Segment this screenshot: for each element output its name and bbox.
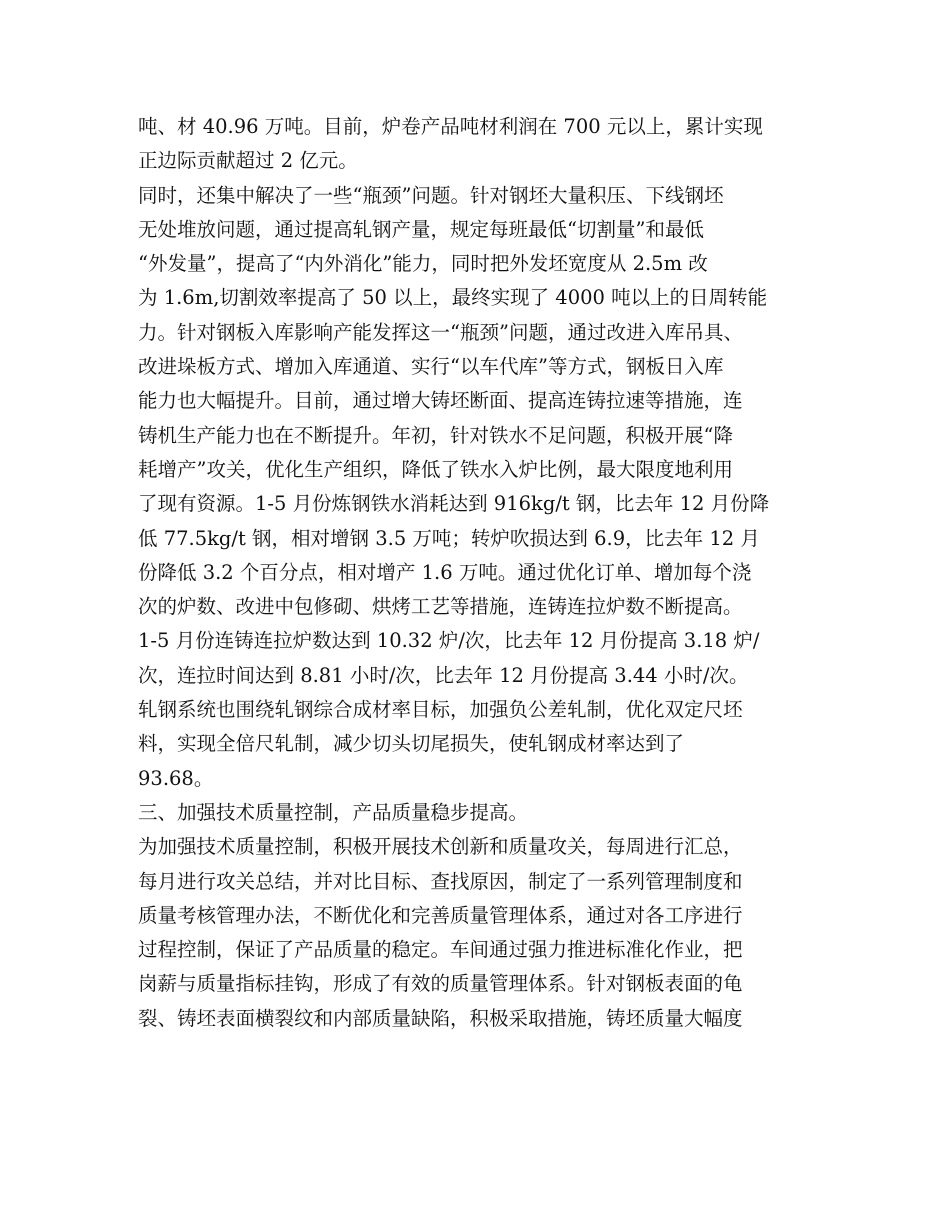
text-line: 力。针对钢板入库影响产能发挥这一“瓶颈”问题，通过改进入库吊具、 xyxy=(138,320,743,344)
text-line: 料，实现全倍尺轧制，减少切头切尾损失，使轧钢成材率达到了 xyxy=(138,732,685,756)
document-body xyxy=(138,110,816,1036)
text-line: 裂、铸坯表面横裂纹和内部质量缺陷，积极采取措施，铸坯质量大幅度 xyxy=(138,1006,743,1030)
text-line: 了现有资源。1-5 月份炼钢铁水消耗达到 916kg/t 钢，比去年 12 月份降 xyxy=(138,492,770,516)
text-line: 每月进行攻关总结，并对比目标、查找原因，制定了一系列管理制度和 xyxy=(138,869,743,893)
text-line: 1-5 月份连铸连拉炉数达到 10.32 炉/次，比去年 12 月份提高 3.18 炉/ xyxy=(138,629,760,653)
text-line: “外发量”，提高了“内外消化”能力，同时把外发坯宽度从 2.5m 改 xyxy=(138,252,708,276)
text-line: 耗增产”攻关，优化生产组织，降低了铁水入炉比例，最大限度地利用 xyxy=(138,457,733,481)
text-line: 低 77.5kg/t 钢，相对增钢 3.5 万吨；转炉吹损达到 6.9，比去年 12 月 xyxy=(138,526,760,550)
section-heading: 三、加强技术质量控制，产品质量稳步提高。 xyxy=(138,800,529,824)
text-line: 无处堆放问题，通过提高轧钢产量，规定每班最低“切割量”和最低 xyxy=(138,217,704,241)
text-line: 93.68。 xyxy=(138,766,214,790)
text-line: 轧钢系统也围绕轧钢综合成材率目标，加强负公差轧制，优化双定尺坯 xyxy=(138,698,743,722)
text-line: 铸机生产能力也在不断提升。年初，针对铁水不足问题，积极开展“降 xyxy=(138,423,733,447)
text-line: 吨、材 40.96 万吨。目前，炉卷产品吨材利润在 700 元以上，累计实现 xyxy=(138,115,763,138)
text-line: 改进垛板方式、增加入库通道、实行“以车代库”等方式，钢板日入库 xyxy=(138,355,724,379)
text-line: 岗薪与质量指标挂钩，形成了有效的质量管理体系。针对钢板表面的龟 xyxy=(138,972,743,996)
text-line: 质量考核管理办法，不断优化和完善质量管理体系，通过对各工序进行 xyxy=(138,903,743,927)
text-line: 为加强技术质量控制，积极开展技术创新和质量攻关，每周进行汇总， xyxy=(138,835,743,859)
text-line: 为 1.6m,切割效率提高了 50 以上，最终实现了 4000 吨以上的日周转能 xyxy=(138,286,768,310)
text-line: 份降低 3.2 个百分点，相对增产 1.6 万吨。通过优化订单、增加每个浇 xyxy=(138,560,752,584)
text-line: 过程控制，保证了产品质量的稳定。车间通过强力推进标准化作业，把 xyxy=(138,938,743,962)
text-line: 正边际贡献超过 2 亿元。 xyxy=(138,149,358,173)
text-line: 同时，还集中解决了一些“瓶颈”问题。针对钢坯大量积压、下线钢坯 xyxy=(138,183,724,207)
text-line: 次的炉数、改进中包修砌、烘烤工艺等措施，连铸连拉炉数不断提高。 xyxy=(138,595,743,619)
text-line: 能力也大幅提升。目前，通过增大铸坯断面、提高连铸拉速等措施，连 xyxy=(138,389,743,413)
text-line: 次，连拉时间达到 8.81 小时/次，比去年 12 月份提高 3.44 小时/次。 xyxy=(138,663,749,687)
